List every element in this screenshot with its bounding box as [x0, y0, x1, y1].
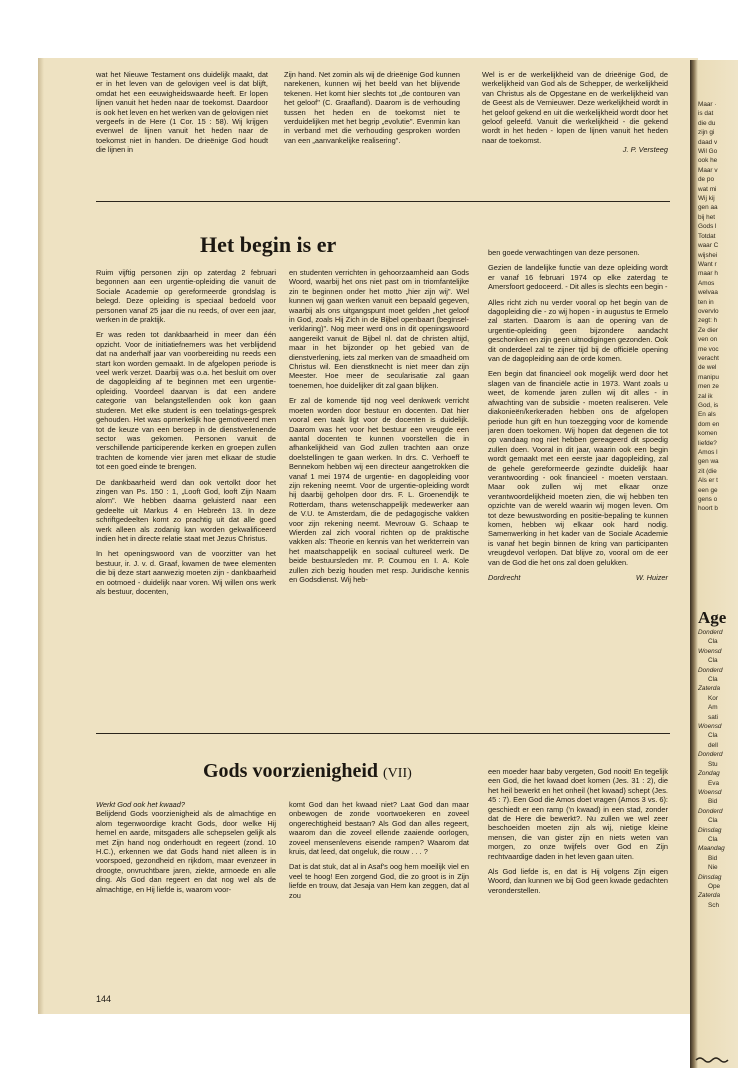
adjacent-text-fragment: ten in	[698, 298, 714, 306]
question-heading: Werkt God ook het kwaad?	[96, 800, 186, 809]
agenda-entry: Donderd	[698, 666, 723, 674]
agenda-entry: Cla	[708, 638, 718, 646]
adjacent-text-fragment: Wil Go	[698, 148, 718, 156]
agenda-entry: Cla	[708, 676, 718, 684]
agenda-entry: Maandag	[698, 845, 725, 853]
title-text: Gods voorzienigheid	[203, 760, 379, 782]
paragraph: Als God liefde is, en dat is Hij volgens Zijn eigen Woord, dan kunnen we bij God geen kwade gedachten veronderstellen.	[488, 867, 668, 895]
adjacent-text-fragment: hoort b	[698, 505, 718, 513]
adjacent-text-fragment: een ge	[698, 486, 718, 494]
paragraph: Belijdend Gods voorzienigheid als de almachtige en alom tegenwoordige kracht Gods, door welke Hij hemel en aarde, mitsgaders alle schepselen gelijk als met Zijn hand nog onderhoudt en regeert (zond. 10 H.C.), erkennen we dat Gods hand niet alleen is in voorspoed, gezondheid en rijkdom, maar evenzeer in droogte, onvruchtbare jaren, ziekte, armoede en alle ding. Als God dan regeert en dat nog wel als de almachtige, en Hij liefde is, waarom voor-	[96, 809, 276, 894]
agenda-entry: Eva	[708, 779, 720, 787]
article1-column-3-body	[488, 248, 668, 567]
adjacent-text-fragment: die du	[698, 119, 716, 127]
adjacent-text-fragment: waar C	[698, 242, 719, 250]
agenda-entry: Cla	[708, 657, 718, 665]
article1-column-1	[96, 268, 276, 602]
agenda-list	[690, 628, 725, 910]
page-number: 144	[96, 994, 112, 1004]
adjacent-text-fragment: zegt: h	[698, 317, 718, 325]
top-article-column-3	[482, 70, 668, 155]
adjacent-text-fragment: Wij kij	[698, 195, 715, 203]
adjacent-text-fragment: Amos	[698, 279, 715, 287]
section-divider	[96, 733, 670, 734]
adjacent-text-fragment: gen aa	[698, 204, 718, 212]
agenda-entry: Nie	[708, 864, 718, 872]
adjacent-text-fragment: welvaa	[698, 289, 718, 297]
adjacent-text-fragment: daad v	[698, 138, 718, 146]
page-shadow-edge	[38, 58, 44, 1014]
paragraph: komt God dan het kwaad niet? Laat God dan maar onbewogen de zonde voortwoekeren en zoveel ongerechtigheid bestaan? Als God dan alles regeert, waarom dan die zoveel ellende zaaiende oorlogen, zoveel mensenlevens eisende rampen? Waarom dat kruis, dat leed, dat ongeluk, die rouw . . . ?	[289, 800, 469, 857]
agenda-entry: Sch	[708, 901, 720, 909]
adjacent-text-fragment: Gods l	[698, 223, 717, 231]
title-part-number: (VII)	[383, 766, 412, 781]
agenda-entry: dell	[708, 741, 718, 749]
paragraph: en studenten verrichten in gehoorzaamheid aan Gods Woord, waarbij het ons niet past om in triomfantelijke zin te beginnen onder het motto „hier zijn wij". Wel kunnen wij gaan werken vanuit een bepaald gegeven, waarbij als ons uitgangspunt moet gelden „het geloof in God, zoals Hij Zich in de Bijbel openbaart (beginsel-verklaring)". Nog meer werd ons in dit openingswoord aangereikt vanuit de Bijbel nl. dat de christen altijd, maar in het bijzonder op het gebied van de dienstverlening, iets zal merken van de smaadheid om Christus wil. Een dienstknecht is niet meer dan zijn Meester. Hoe meer de secularisatie zal gaan toenemen, hoe duidelijker dit zal gaan blijken.	[289, 268, 469, 390]
agenda-entry: Woensd	[698, 788, 722, 796]
agenda-entry: Woensd	[698, 723, 722, 731]
paragraph: Ruim vijftig personen zijn op zaterdag 2 februari begonnen aan een urgentie-opleiding die vanuit de Sociale Academie op gereformeerde grondslag is belegd. Deze opleiding is speciaal bedoeld voor personen vanaf 25 jaar die nu reeds, of over een jaar, werken in de praktijk.	[96, 268, 276, 325]
article1-column-2	[289, 268, 469, 590]
article-title: Het begin is er	[200, 232, 337, 257]
agenda-entry: Cla	[708, 732, 718, 740]
article2-column-2	[289, 800, 469, 906]
agenda-entry: Zaterda	[698, 685, 721, 693]
agenda-entry: Bid	[708, 854, 718, 862]
adjacent-text-fragment: zit (die	[698, 467, 717, 475]
top-article-column-2	[284, 70, 460, 145]
adjacent-text-fragment: Maar ·	[698, 101, 717, 108]
paragraph: Er was reden tot dankbaarheid in meer dan één opzicht. Voor de initiatiefnemers was het verblijdend dat na anderhalf jaar van voorbereiding nu reeds een start kon worden gemaakt. In de afgelopen periode is veel werk verzet. Daarbij was o.a. het besluit om over de dagopleiding af te beginnen met een urgentie-opleiding. Voordeel daarvan is dat een andere categorie van belangstellenden ook kon gaan studeren. Met elke student is een toelatings-gesprek gehouden. Het was opmerkelijk hoe gemotiveerd men tot de keuze van een beroep in de dienstverlenende sector was gekomen. Personen vanuit de verschillende participerende kerken en groepen zullen trachten de komende vier jaren met elkaar de studie tot een goed einde te brengen.	[96, 330, 276, 472]
adjacent-text-fragment: Ze dier	[698, 326, 718, 334]
paragraph: In het openingswoord van de voorzitter van het bestuur, ir. J. v. d. Graaf, kwamen de twee elementen die bij deze start aanwezig moeten zijn - dankbaarheid en ootmoed - duidelijk naar voren. Wij willen ons werk als bestuur, docenten,	[96, 549, 276, 596]
adjacent-text-fragment: gens o	[698, 496, 718, 504]
agenda-entry: Donderd	[698, 807, 723, 815]
paragraph: De dankbaarheid werd dan ook vertolkt door het zingen van Ps. 150 : 1, „Looft God, looft Zijn Naam alom". We hebben daarna geluisterd naar een gedeelte uit Markus 4 en Hebreën 13. In deze schriftgedeelten komt zo prachtig uit dat alle goed werk alleen als zodanig kan worden gekwalificeerd indien het in directe relatie staat met Jezus Christus.	[96, 477, 276, 543]
agenda-entry: Donderd	[698, 629, 723, 636]
article1-column-3	[488, 248, 668, 582]
adjacent-text-fragment: de po	[698, 176, 714, 184]
adjacent-text-fragment: bij het	[698, 213, 716, 221]
paragraph: Zijn hand. Net zomin als wij de drieënige God kunnen narekenen, kunnen wij het beeld van het blijvende tekenen. Het komt hier slechts tot „de contouren van het geloof" (C. Graafland). Daarom is de verhouding tussen het heden en de toekomst niet te verduidelijken met het begrip „evolutie". Evenmin kan in verband met die verhouding gesproken worden van een „aanvankelijke realisering".	[284, 70, 460, 145]
agenda-entry: Dinsdag	[698, 873, 722, 881]
paragraph: Wel is er de werkelijkheid van de drieënige God, de werkelijkheid van God als de Schepper, de werkelijkheid van Christus als de Opgestane en de werkelijkheid van de Geest als de Vernieuwer. Deze werkelijkheid wordt in het geloof gekend en uit die werkelijkheid wordt door het geloof geleefd. Vanuit die werkelijkheid - die gekend wordt in het heden - lopen de lijnen vanuit het heden naar de toekomst.	[482, 70, 668, 145]
decorative-wave-ornament	[690, 1055, 738, 1065]
author-signature: J. P. Versteeg	[622, 145, 668, 155]
adjacent-page-text	[690, 100, 719, 514]
author-signature: W. Huizer	[635, 573, 668, 582]
adjacent-text-fragment: Maar v	[698, 166, 718, 174]
agenda-entry: Zaterda	[698, 892, 721, 900]
adjacent-text-fragment: maar h	[698, 270, 718, 278]
agenda-entry: Bid	[708, 798, 718, 806]
adjacent-text-fragment: ook he	[698, 157, 718, 165]
adjacent-text-fragment: zijn gi	[698, 129, 715, 137]
agenda-entry: Dinsdag	[698, 826, 722, 834]
paragraph: Alles richt zich nu verder vooral op het begin van de dagopleiding die - zo wij hopen - in augustus te Ermelo zal starten. Daarom is aan de opening van de urgentie-opleiding geen bijzondere aandacht geschonken en zijn geen uitnodigingen gezonden. Ook dit onderdeel zal te zijner tijd bij de officiële opening van de dagopleiding aan de orde komen.	[488, 297, 668, 364]
paragraph: Gezien de landelijke functie van deze opleiding wordt er vanaf 16 februari 1974 op elke zaterdag te Amersfoort gedoceerd. - Dit alles is slechts een begin -	[488, 263, 668, 292]
agenda-entry: Stu	[708, 760, 718, 768]
adjacent-text-fragment: En als	[698, 411, 716, 419]
adjacent-text-fragment: Als er t	[698, 477, 718, 485]
place: Dordrecht	[488, 573, 521, 582]
article2-column-1	[96, 800, 276, 894]
paragraph: Een begin dat financieel ook mogelijk werd door het slagen van de financiële actie in 1973. Want zoals u weet, de komende jaren zullen wij dit alles - in afwachting van de subsidie - moeten realiseren. Vele diakonieën/kerkeraden hebben ons de afgelopen periode hun gift en hun toezegging voor de komende jaren doen toekomen. Wij hopen dat degenen die tot op vandaag nog niet hebben gereageerd dit spoedig zullen doen. Vooral in dit jaar, waarin ook een begin wordt gemaakt met een eerste jaar dagopleiding, zal de gehele gereformeerde gezindte duidelijk haar verantwoording - ook financieel - moeten verstaan. Maar ook zullen wij met elkaar onze verantwoordelijkheid moeten zien, die wij hebben ten opzichte van de wereld waarin wij mogen leven. Om tot deze bewustwording en positie-bepaling te kunnen komen, hebben wij elkaar ook hard nodig. Samenwerking in het kader van de Sociale Academie is vanaf het begin binnen de kring van participanten vreugdevol verlopen. Dat blijve zo, vooral om de eer van de God die het ons zal doen gelukken.	[488, 369, 668, 567]
agenda-entry: Woensd	[698, 647, 722, 655]
adjacent-text-fragment: is dat	[698, 110, 714, 118]
adjacent-page-edge	[690, 60, 738, 1068]
adjacent-text-fragment: manipu	[698, 373, 719, 381]
paragraph: ben goede verwachtingen van deze personen.	[488, 248, 640, 257]
article-footer	[488, 573, 668, 582]
paragraph: wat het Nieuwe Testament ons duidelijk maakt, dat er in het leven van de gelovigen veel is dat blijft, omdat het een eeuwigheidswaarde heeft. Er lopen lijnen vanuit het heden naar de toekomst. Daardoor is ook het leven en het werken van de gelovigen niet vergeefs in de Here (1 Cor. 15 : 58). Wij krijgen evenwel de lijnen vanuit het heden naar de toekomst niet in handen. De drieënige God houdt die lijnen in	[96, 70, 268, 155]
adjacent-text-fragment: men ze	[698, 383, 719, 391]
adjacent-text-fragment: Totdat	[698, 232, 716, 240]
adjacent-text-fragment: dom en	[698, 420, 720, 428]
paragraph: Dat is dat stuk, dat al in Asaf's oog hem moeilijk viel en veel te hoog! Een zorgend God, die zo groot is in Zijn liefde en trouw, dat Jesaja van Hem kan zeggen, dat al zou	[289, 862, 469, 900]
adjacent-text-fragment: me voc	[698, 345, 719, 353]
adjacent-text-fragment: veracht	[698, 354, 719, 362]
adjacent-text-fragment: Want r	[698, 260, 717, 268]
adjacent-text-fragment: Amos l	[698, 449, 718, 457]
adjacent-text-fragment: ven on	[698, 336, 718, 344]
agenda-heading: Age	[698, 608, 727, 627]
adjacent-text-fragment: wijshei	[698, 251, 718, 259]
paragraph: Er zal de komende tijd nog veel denkwerk verricht moeten worden door bestuur en docenten. Dat hier vooral een taak ligt voor de docenten is duidelijk. Daarom was het voor het bestuur een vreugde een aantal docenten te kunnen voorstellen die in afhankelijkheid van God zullen trachten aan onze doelstellingen te gaan werken. In drs. C. Verhoeff te Bennekom hebben wij een directeur aangetrokken die vanaf 1 mei 1974 de urgentie- en dagopleiding voor zijn rekening neemt. Voor de urgentie-opleiding wordt hij daarbij geholpen door drs. F. L. Groenendijk te Rotterdam, thans wetenschappelijk medewerker aan de V.U. te Amsterdam, die de pedagogische vakken voor zijn rekening neemt. Mevrouw G. Schaap te Wierden zal zich vooral richten op de praktische vakken als: Theorie en kennis van het werkterrein van het maatschappelijk en sociaal cultureel werk. De beide bestuursleden mr. P. Coumou en I. A. Kole zullen zich bezig houden met resp. Juridische kennis en Godsdienst. Wij heb-	[289, 396, 469, 584]
article2-column-3	[488, 767, 668, 901]
agenda-entry: sati	[708, 713, 718, 721]
agenda-entry: Cla	[708, 817, 718, 825]
adjacent-text-fragment: liefde?	[698, 439, 717, 447]
adjacent-text-fragment: wat mi	[698, 185, 717, 193]
adjacent-text-fragment: overvlo	[698, 307, 719, 315]
agenda-entry: Donderd	[698, 751, 723, 759]
adjacent-text-fragment: zal ik	[698, 392, 713, 400]
article-title	[203, 760, 412, 783]
agenda-entry: Kor	[708, 694, 718, 702]
agenda-entry: Am	[708, 704, 718, 712]
agenda-entry: Zondag	[698, 770, 720, 778]
top-article-column-1	[96, 70, 268, 155]
adjacent-text-fragment: de wel	[698, 364, 717, 372]
adjacent-text-fragment: God, is	[698, 402, 719, 409]
adjacent-text-fragment: komen	[698, 430, 718, 438]
paragraph: een moeder haar baby vergeten, God nooit! En tegelijk een God, die het kwaad doet komen (Jes. 31 : 2), die het heil bewerkt en het onheil (het kwaad) schept (Jes. 45 : 7). Een God die Amos doet vragen (Amos 3 vs. 6): geschiedt er een ramp ('n kwaad) in een stad, zonder dat de Here die bewerkt?. Nu zullen we wel zeer beschoeiden moeten zijn als wij, nietige kleine mensen, die van gister zijn en niets weten van morgen, zo onze twijfels over God en Zijn rechtvaardige daden in het leven gaan uiten.	[488, 767, 668, 861]
agenda-entry: Ope	[708, 882, 721, 890]
section-divider	[96, 201, 670, 202]
agenda-entry: Cla	[708, 835, 718, 843]
adjacent-text-fragment: gen wa	[698, 458, 719, 466]
